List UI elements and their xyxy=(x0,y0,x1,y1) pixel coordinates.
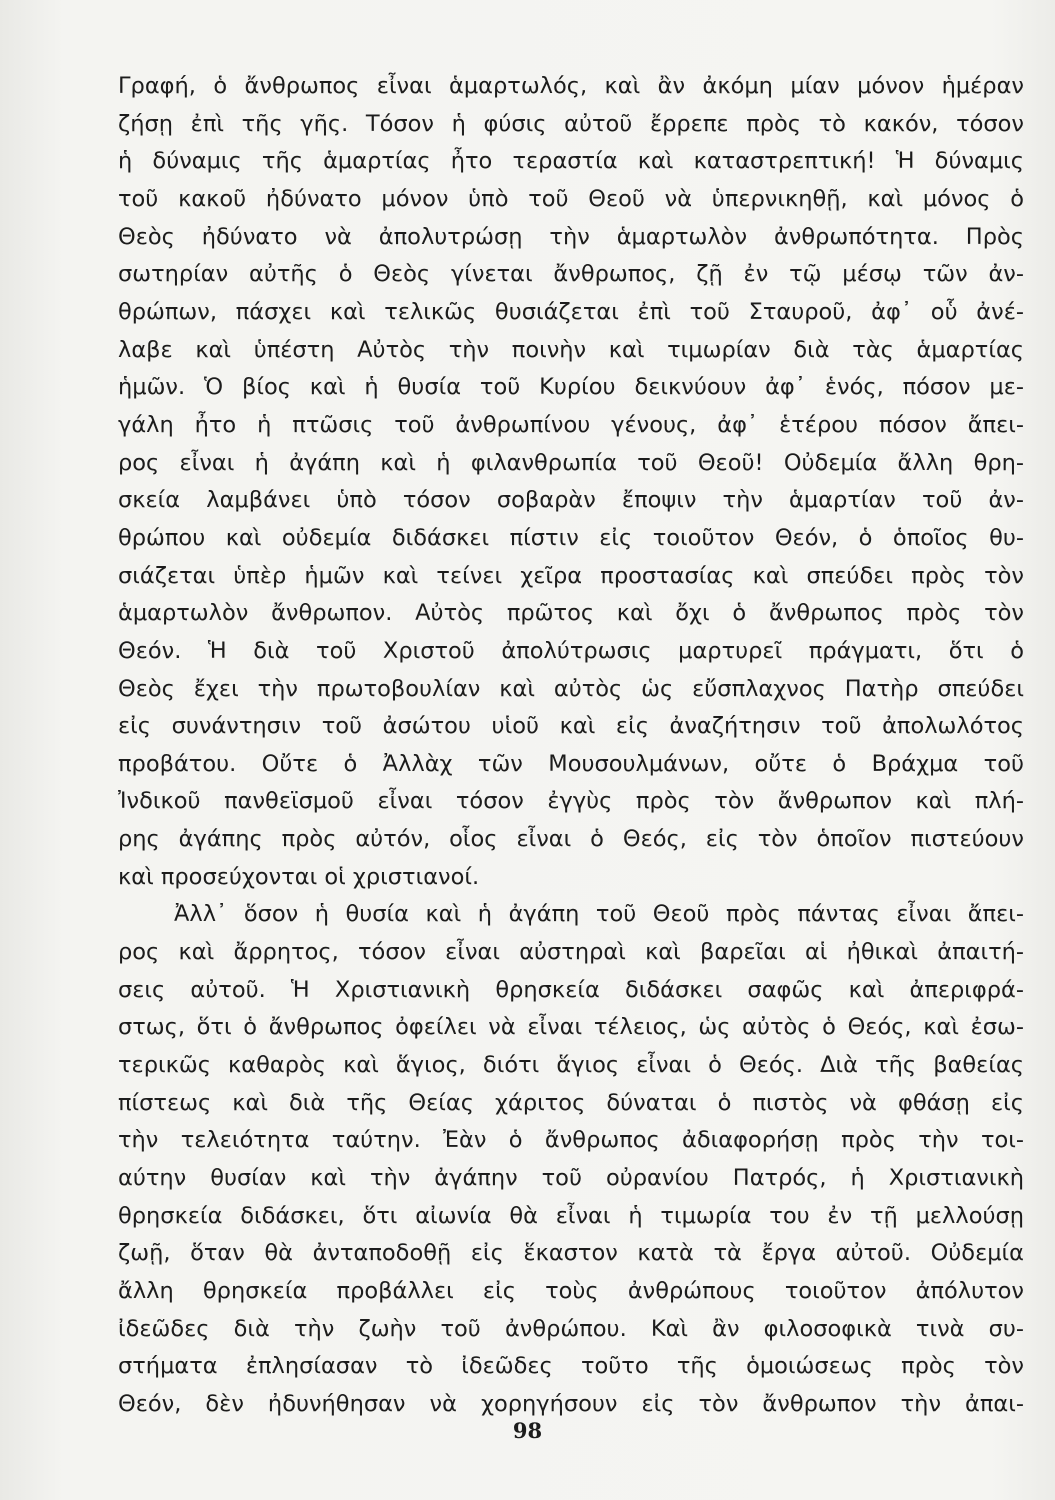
text-line: τοῦ κακοῦ ἠδύνατο μόνον ὑπὸ τοῦ Θεοῦ νὰ ὑπερνικηθῇ, καὶ μόνος ὁ xyxy=(118,185,1024,212)
text-line: σκεία λαμβάνει ὑπὸ τόσον σοβαρὰν ἔποψιν τὴν ἁμαρτίαν τοῦ ἀν- xyxy=(118,487,1024,514)
paragraph-start-line: Ἀλλ᾿ ὅσον ἡ θυσία καὶ ἡ ἀγάπη τοῦ Θεοῦ πρὸς πάντας εἶναι ἄπει- xyxy=(174,901,1024,928)
text-line: ρος εἶναι ἡ ἀγάπη καὶ ἡ φιλανθρωπία τοῦ Θεοῦ! Οὐδεμία ἄλλη θρη- xyxy=(118,449,1024,476)
text-line: ἁμαρτωλὸν ἄνθρωπον. Αὐτὸς πρῶτος καὶ ὄχι ὁ ἄνθρωπος πρὸς τὸν xyxy=(118,600,1024,627)
text-line: τερικῶς καθαρὸς καὶ ἅγιος, διότι ἅγιος εἶναι ὁ Θεός. Διὰ τῆς βαθείας xyxy=(118,1052,1024,1079)
text-line: θρώπων, πάσχει καὶ τελικῶς θυσιάζεται ἐπὶ τοῦ Σταυροῦ, ἀφ᾿ οὗ ἀνέ- xyxy=(118,298,1024,325)
text-line: Ἰνδικοῦ πανθεϊσμοῦ εἶναι τόσον ἐγγὺς πρὸς τὸν ἄνθρωπον καὶ πλή- xyxy=(118,788,1024,815)
paragraph-end-line: καὶ προσεύχονται οἱ χριστιανοί. xyxy=(118,863,480,890)
text-line: σωτηρίαν αὐτῆς ὁ Θεὸς γίνεται ἄνθρωπος, ζῇ ἐν τῷ μέσῳ τῶν ἀν- xyxy=(118,261,1024,288)
text-line: γάλη ἦτο ἡ πτῶσις τοῦ ἀνθρωπίνου γένους, ἀφ᾿ ἑτέρου πόσον ἄπει- xyxy=(118,411,1024,438)
text-line: Θεὸς ἠδύνατο νὰ ἀπολυτρώσῃ τὴν ἁμαρτωλὸν ἀνθρωπότητα. Πρὸς xyxy=(118,223,1024,250)
text-line: ἡμῶν. Ὁ βίος καὶ ἡ θυσία τοῦ Κυρίου δεικνύουν ἀφ᾿ ἑνός, πόσον με- xyxy=(118,374,1024,401)
text-line: αύτην θυσίαν καὶ τὴν ἀγάπην τοῦ οὐρανίου Πατρός, ἡ Χριστιανικὴ xyxy=(118,1165,1024,1192)
text-line: στως, ὅτι ὁ ἄνθρωπος ὀφείλει νὰ εἶναι τέλειος, ὡς αὐτὸς ὁ Θεός, καὶ ἐσω- xyxy=(118,1014,1024,1041)
text-line: πίστεως καὶ διὰ τῆς Θείας χάριτος δύναται ὁ πιστὸς νὰ φθάσῃ εἰς xyxy=(118,1089,1024,1116)
text-line: ρος καὶ ἄρρητος, τόσον εἶναι αὐστηραὶ καὶ βαρεῖαι αἱ ἠθικαὶ ἀπαιτή- xyxy=(118,939,1024,966)
text-line: ζωῇ, ὅταν θὰ ἀνταποδοθῇ εἰς ἕκαστον κατὰ τὰ ἔργα αὐτοῦ. Οὐδεμία xyxy=(118,1240,1024,1267)
text-line: εἰς συνάντησιν τοῦ ἀσώτου υἱοῦ καὶ εἰς ἀναζήτησιν τοῦ ἀπολωλότος xyxy=(118,713,1024,740)
text-line: ἰδεῶδες διὰ τὴν ζωὴν τοῦ ἀνθρώπου. Καὶ ἂν φιλοσοφικὰ τινὰ συ- xyxy=(118,1315,1024,1342)
text-line: θρησκεία διδάσκει, ὅτι αἰωνία θὰ εἶναι ἡ τιμωρία του ἐν τῇ μελλούσῃ xyxy=(118,1202,1024,1229)
text-line: ἄλλη θρησκεία προβάλλει εἰς τοὺς ἀνθρώπους τοιοῦτον ἀπόλυτον xyxy=(118,1278,1024,1304)
text-line: Γραφή, ὁ ἄνθρωπος εἶναι ἁμαρτωλός, καὶ ἂν ἀκόμη μίαν μόνον ἡμέραν xyxy=(118,73,1024,99)
text-line: σεις αὐτοῦ. Ἡ Χριστιανικὴ θρησκεία διδάσκει σαφῶς καὶ ἀπεριφρά- xyxy=(118,976,1024,1003)
text-line: ζήσῃ ἐπὶ τῆς γῆς. Τόσον ἡ φύσις αὐτοῦ ἔρρεπε πρὸς τὸ κακόν, τόσον xyxy=(118,110,1024,137)
text-line: Θεόν. Ἡ διὰ τοῦ Χριστοῦ ἀπολύτρωσις μαρτυρεῖ πράγματι, ὅτι ὁ xyxy=(118,637,1024,664)
body-text xyxy=(118,68,1024,1424)
text-line: τὴν τελειότητα ταύτην. Ἐὰν ὁ ἄνθρωπος ἀδιαφορήσῃ πρὸς τὴν τοι- xyxy=(118,1127,1024,1154)
text-line: στήματα ἐπλησίασαν τὸ ἰδεῶδες τοῦτο τῆς ὁμοιώσεως πρὸς τὸν xyxy=(118,1353,1024,1380)
text-line: θρώπου καὶ οὐδεμία διδάσκει πίστιν εἰς τοιοῦτον Θεόν, ὁ ὁποῖος θυ- xyxy=(118,524,1024,551)
text-line: ρης ἀγάπης πρὸς αὐτόν, οἷος εἶναι ὁ Θεός, εἰς τὸν ὁποῖον πιστεύουν xyxy=(118,826,1024,853)
text-line: ἡ δύναμις τῆς ἁμαρτίας ἦτο τεραστία καὶ καταστρεπτική! Ἡ δύναμις xyxy=(118,148,1024,175)
text-line: Θεόν, δὲν ἠδυνήθησαν νὰ χορηγήσουν εἰς τὸν ἄνθρωπον τὴν ἀπαι- xyxy=(118,1390,1024,1417)
text-line: προβάτου. Οὔτε ὁ Ἀλλὰχ τῶν Μουσουλμάνων, οὔτε ὁ Βράχμα τοῦ xyxy=(118,750,1024,777)
text-line: σιάζεται ὑπὲρ ἡμῶν καὶ τείνει χεῖρα προστασίας καὶ σπεύδει πρὸς τὸν xyxy=(118,562,1024,589)
text-line: Θεὸς ἔχει τὴν πρωτοβουλίαν καὶ αὐτὸς ὡς εὔσπλαχνος Πατὴρ σπεύδει xyxy=(118,675,1024,702)
text-line: λαβε καὶ ὑπέστη Αὐτὸς τὴν ποινὴν καὶ τιμωρίαν διὰ τὰς ἁμαρτίας xyxy=(118,336,1024,363)
page-number: 98 xyxy=(512,1418,543,1443)
